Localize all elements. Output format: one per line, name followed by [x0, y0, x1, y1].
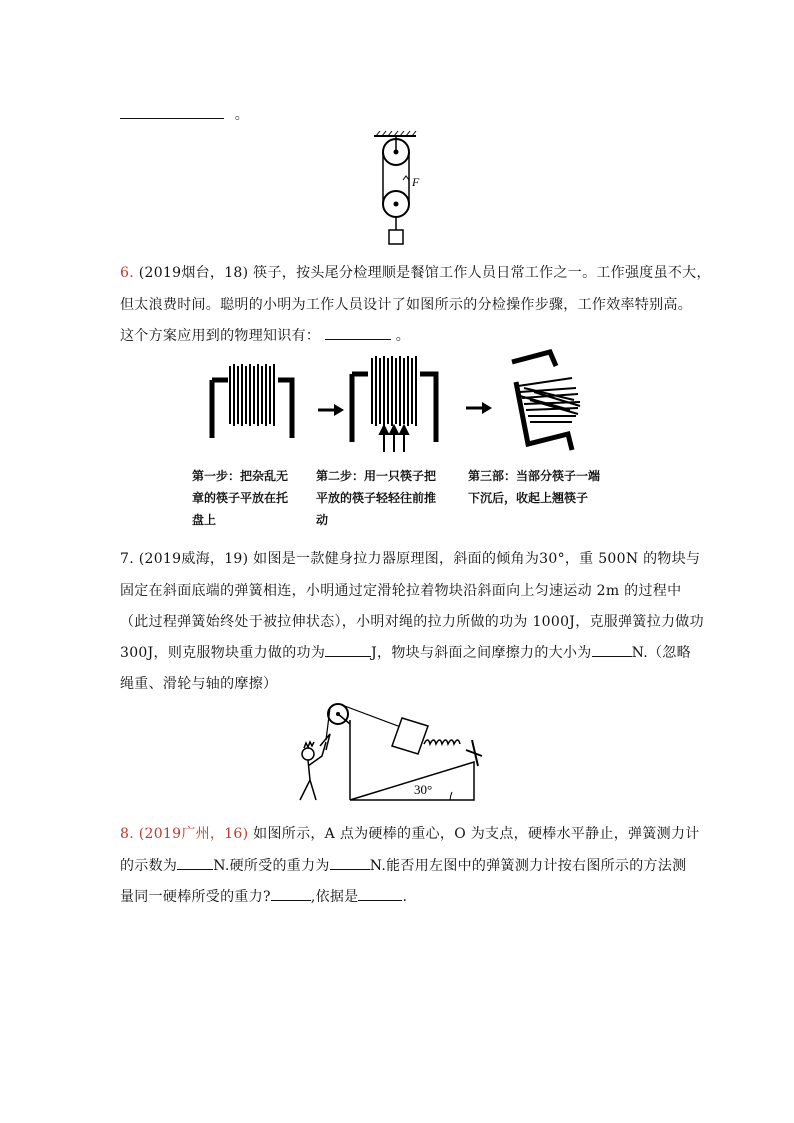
push-arrows — [380, 426, 408, 452]
q7-text-4b: J，物块与斜面之间摩擦力的大小为 — [371, 645, 592, 661]
q6-line-3 — [120, 325, 410, 345]
q8-text-1: 如图所示，A 点为硬棒的重心，O 为支点，硬棒水平静止，弹簧测力计 — [253, 826, 700, 842]
incline-angle-label: 30° — [414, 782, 433, 797]
q8-text-3a: 量同一硬棒所受的重力? — [120, 889, 271, 905]
chopstick-sorting-figure — [200, 352, 620, 462]
q8-text-2c: N.能否用左图中的弹簧测力计按右图所示的方法测 — [369, 858, 687, 874]
q6-number: 6. — [120, 265, 134, 281]
q7-line-3 — [120, 611, 704, 631]
q8-text-2b: N.硬所受的重力为 — [213, 858, 330, 874]
q6-text-2: 但太浪费时间。聪明的小明为工作人员设计了如图所示的分检操作步骤，工作效率特别高。 — [120, 297, 692, 313]
q8-line-3 — [120, 886, 407, 906]
q7-text-4c: N.（忽略 — [631, 645, 691, 661]
step1-chopsticks — [230, 364, 274, 426]
q8-text-3c: . — [402, 889, 408, 905]
step2-chopsticks — [372, 356, 416, 426]
q7-line-4 — [120, 642, 691, 662]
pulley-figure — [360, 128, 440, 248]
q8-blank-4 — [358, 888, 402, 901]
q7-line-1 — [120, 548, 700, 568]
q6-line-2 — [120, 294, 692, 314]
top-answer-line — [120, 104, 249, 124]
step3-caption: 第三部：当部分筷子一端 下沉后，收起上翘筷子 — [468, 469, 601, 505]
q6-source: (2019烟台，18) — [138, 265, 249, 281]
q6-text-1: 筷子，按头尾分检理顺是餐馆工作人员日常工作之一。工作强度虽不大， — [253, 265, 711, 281]
q8-blank-2 — [330, 857, 370, 870]
q7-line-2 — [120, 580, 681, 600]
step3-chopsticks — [518, 378, 580, 422]
q8-line-1 — [120, 823, 700, 843]
period: 。 — [234, 107, 250, 123]
q8-text-2a: 的示数为 — [120, 858, 178, 874]
force-label: F — [412, 175, 420, 189]
q8-number: 8. — [120, 826, 134, 842]
person-drawing — [300, 734, 330, 800]
q7-text-5: 绳重、滑轮与轴的摩擦） — [120, 676, 278, 692]
q6-blank — [325, 327, 391, 340]
q7-number: 7. — [120, 551, 134, 567]
q7-text-4a: 300J，则克服物块重力做的功为 — [120, 645, 326, 661]
q7-line-5 — [120, 673, 277, 693]
q8-text-3b: ,依据是 — [310, 889, 359, 905]
q8-blank-1 — [177, 857, 213, 870]
q7-blank-2 — [592, 644, 632, 657]
q7-text-3: （此过程弹簧始终处于被拉伸状态），小明对绳的拉力所做的功为 1000J，克服弹簧拉力做功 — [120, 614, 704, 630]
fitness-machine-figure — [286, 696, 506, 806]
q8-blank-3 — [271, 888, 311, 901]
q8-line-2 — [120, 855, 686, 875]
answer-blank — [120, 106, 224, 119]
q6-line-1 — [120, 262, 711, 282]
step1-caption: 第一步：把杂乱无 章的筷子平放在托 盘上 — [192, 469, 289, 527]
q6-text-3: 这个方案应用到的物理知识有： — [120, 328, 321, 344]
step2-caption: 第二步：用一只筷子把 平放的筷子轻轻往前推 动 — [316, 469, 437, 527]
q6-text-3-end: 。 — [395, 328, 411, 344]
q7-blank-1 — [325, 644, 371, 657]
q7-text-1: (2019威海，19) 如图是一款健身拉力器原理图，斜面的倾角为30°，重 500N 的物块与 — [138, 551, 701, 567]
q7-text-2: 固定在斜面底端的弹簧相连，小明通过定滑轮拉着物块沿斜面向上匀速运动 2m 的过程中 — [120, 583, 682, 599]
q8-source: (2019广州，16) — [138, 826, 249, 842]
